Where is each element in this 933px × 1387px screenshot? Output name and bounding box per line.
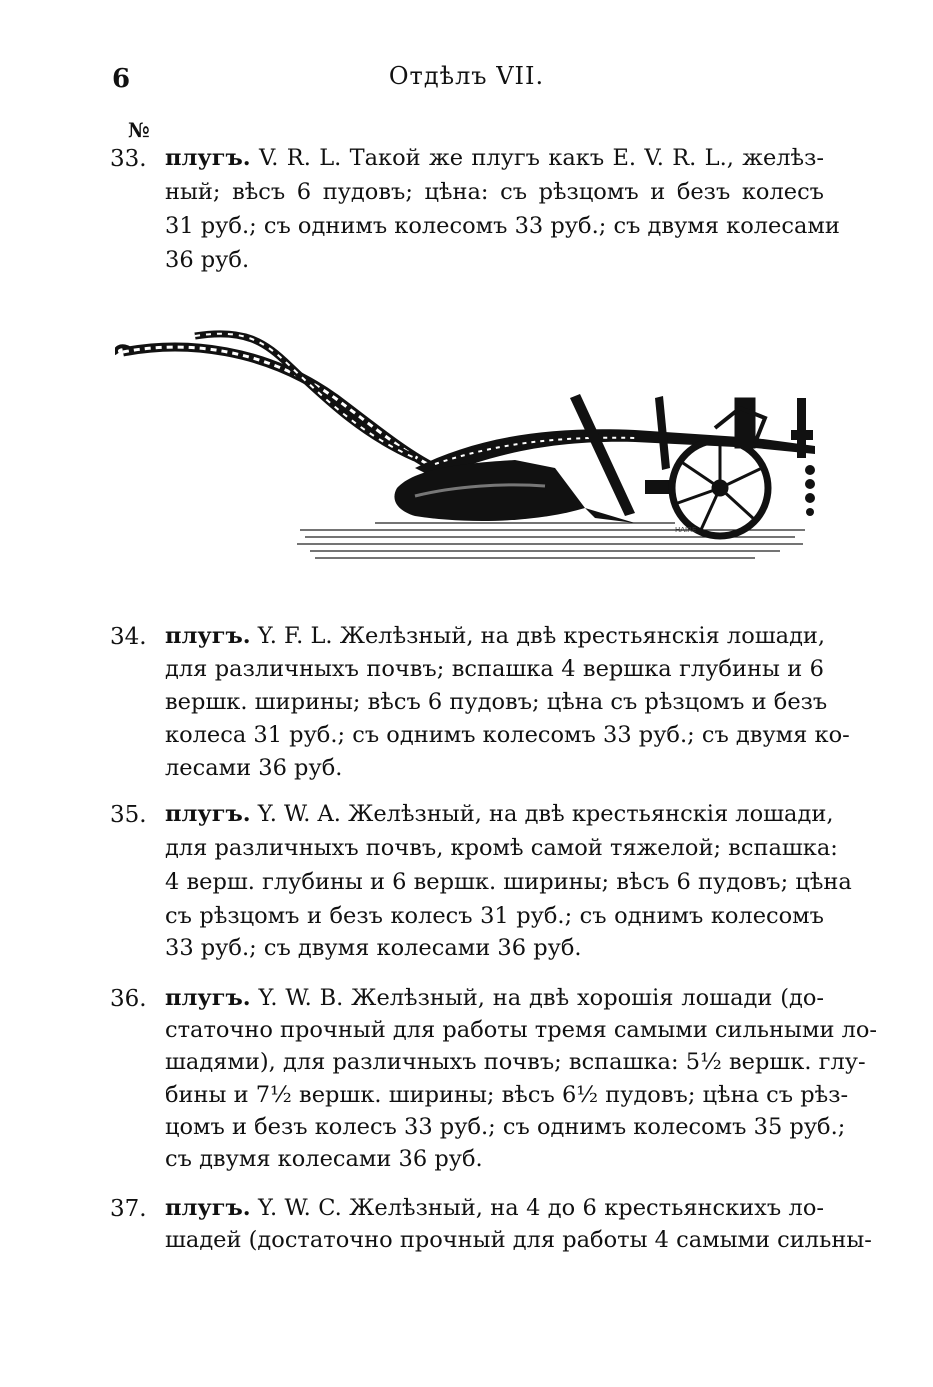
plough-wheel bbox=[672, 398, 768, 536]
entry-line: 31 руб.; съ однимъ колесомъ 33 руб.; съ двумя колесами bbox=[165, 213, 840, 239]
entry-line: плугъ. Y. F. L. Желѣзный, на двѣ крестьянскія лошади, bbox=[165, 623, 826, 649]
entry-line: 33 руб.; съ двумя колесами 36 руб. bbox=[165, 935, 582, 961]
entry-line: плугъ. V. R. L. Такой же плугъ какъ E. V. R. L., желѣз- bbox=[165, 145, 824, 171]
section-title: Отдѣлъ VII. bbox=[388, 62, 545, 90]
entry-line: для различныхъ почвъ, кромѣ самой тяжелой; вспашка: bbox=[165, 835, 838, 861]
entry-line: для различныхъ почвъ; вспашка 4 вершка глубины и 6 bbox=[165, 656, 824, 682]
item-keyword: плугъ. bbox=[165, 145, 251, 171]
coulters bbox=[570, 394, 675, 516]
entry-line: 4 верш. глубины и 6 вершк. ширины; вѣсъ 6 пудовъ; цѣна bbox=[165, 869, 852, 895]
entry-line: шадей (достаточно прочный для работы 4 самыми сильны- bbox=[165, 1227, 872, 1253]
entry-line: плугъ. Y. W. A. Желѣзный, на двѣ крестьянскія лошади, bbox=[165, 801, 834, 827]
entry-line: 36 руб. bbox=[165, 247, 250, 273]
entry-line: шадями), для различныхъ почвъ; вспашка: 5½ вершк. глу- bbox=[165, 1049, 866, 1075]
entry-line: плугъ. Y. W. B. Желѣзный, на двѣ хорошія лошади (до- bbox=[165, 985, 824, 1011]
entry-number: 33. bbox=[110, 146, 147, 172]
entry-number: 36. bbox=[110, 986, 147, 1012]
entry-number: 34. bbox=[110, 624, 147, 650]
entry-line: съ рѣзцомъ и безъ колесъ 31 руб.; съ однимъ колесомъ bbox=[165, 903, 824, 929]
front-hitch bbox=[791, 398, 815, 516]
entry-line: ный; вѣсъ 6 пудовъ; цѣна: съ рѣзцомъ и безъ колесъ bbox=[165, 179, 824, 205]
ground-hatching bbox=[297, 523, 805, 558]
page-number: 6 bbox=[112, 64, 131, 94]
entry-number: 37. bbox=[110, 1196, 147, 1222]
entry-line: съ двумя колесами 36 руб. bbox=[165, 1146, 483, 1172]
engraver-signature: HAIRE bbox=[675, 526, 697, 534]
plough-handles bbox=[116, 334, 435, 468]
entry-line: бины и 7½ вершк. ширины; вѣсъ 6½ пудовъ; цѣна съ рѣз- bbox=[165, 1082, 849, 1108]
entry-line: колеса 31 руб.; съ однимъ колесомъ 33 руб.; съ двумя ко- bbox=[165, 722, 850, 748]
entry-line: лесами 36 руб. bbox=[165, 755, 343, 781]
entry-number: 35. bbox=[110, 802, 147, 828]
entry-line: плугъ. Y. W. C. Желѣзный, на 4 до 6 крестьянскихъ ло- bbox=[165, 1195, 824, 1221]
item-keyword: плугъ. bbox=[165, 623, 251, 649]
entry-line: цомъ и безъ колесъ 33 руб.; съ однимъ колесомъ 35 руб.; bbox=[165, 1114, 846, 1140]
item-keyword: плугъ. bbox=[165, 801, 251, 827]
entry-line: статочно прочный для работы тремя самыми сильными ло- bbox=[165, 1017, 878, 1043]
entry-line: вершк. ширины; вѣсъ 6 пудовъ; цѣна съ рѣзцомъ и безъ bbox=[165, 689, 828, 715]
item-keyword: плугъ. bbox=[165, 1195, 251, 1221]
number-sign: № bbox=[128, 118, 150, 142]
item-keyword: плугъ. bbox=[165, 985, 251, 1011]
plough-illustration bbox=[115, 318, 830, 580]
